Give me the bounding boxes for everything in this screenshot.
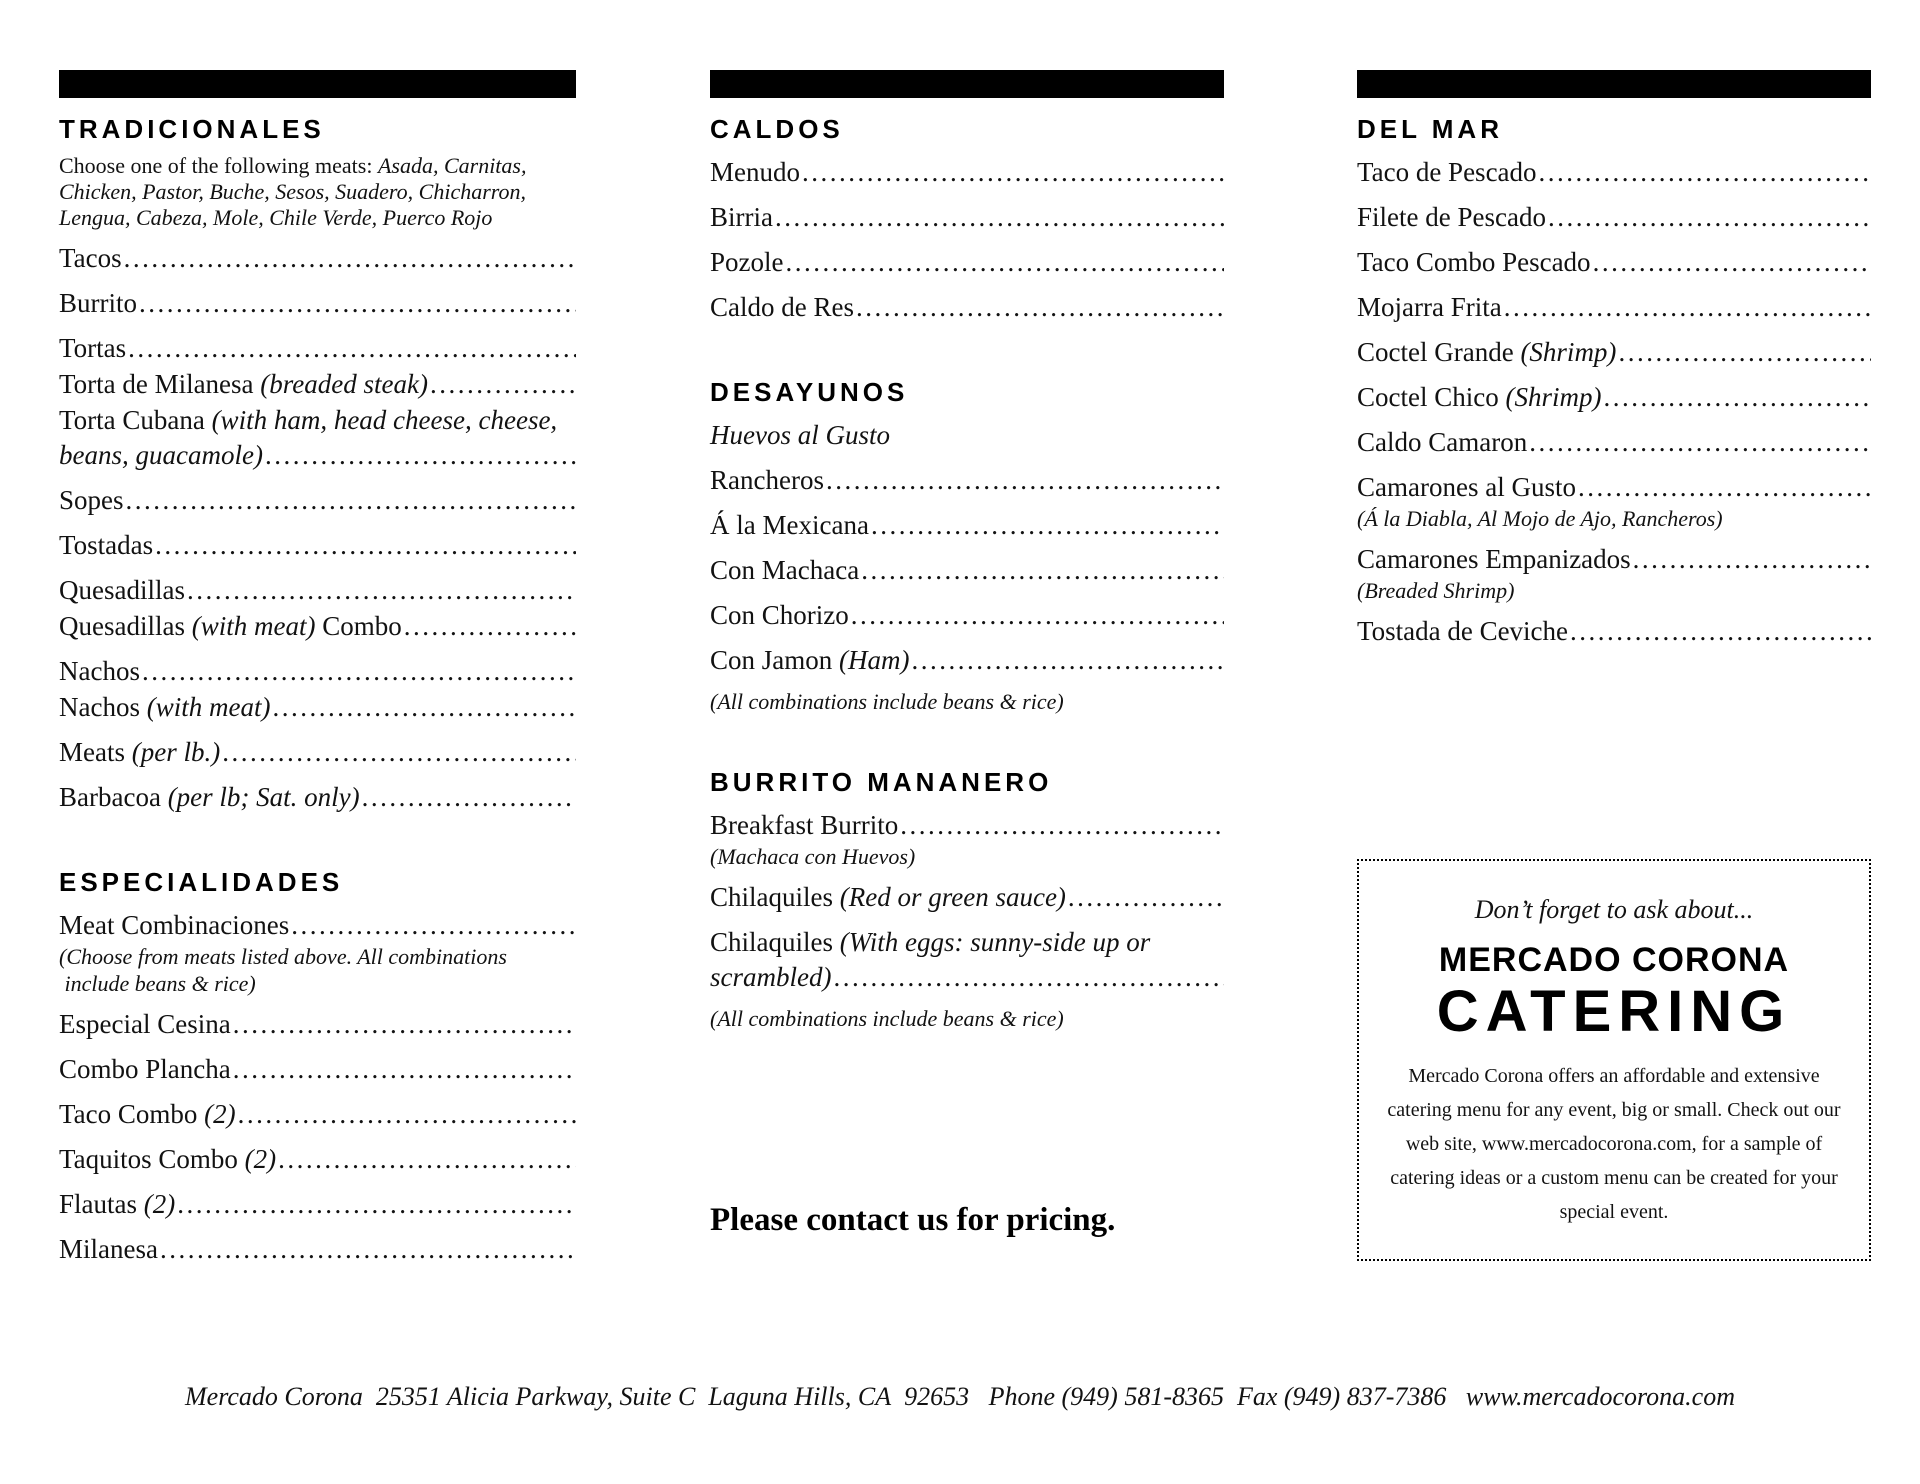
menu-item-text [710, 463, 824, 498]
menu-item-line [1357, 380, 1871, 415]
section-heading-del-mar: DEL MAR [1357, 114, 1503, 144]
text-run: Nachos [59, 692, 147, 722]
menu-item-text [59, 438, 263, 473]
menu-item-text [59, 609, 402, 644]
dot-leader [800, 155, 1224, 190]
text-run: (Red or green sauce) [839, 882, 1066, 912]
text-run: Torta de Milanesa [59, 369, 261, 399]
menu-item [59, 483, 576, 518]
text-run: Á la Mexicana [710, 510, 869, 540]
menu-item-line [710, 960, 1224, 995]
dot-leader [175, 1187, 576, 1222]
section-heading-burrito-mananero: BURRITO MANANERO [710, 767, 1053, 797]
dot-leader [1537, 155, 1871, 190]
text-run: (Shrimp) [1505, 382, 1602, 412]
menu-item-text [1357, 542, 1631, 577]
menu-item-line [59, 438, 576, 473]
menu-item-text [1357, 470, 1576, 505]
section-heading-desayunos: DESAYUNOS [710, 377, 909, 407]
menu-item-note [59, 943, 576, 970]
text-run: (All combinations include beans & rice) [710, 689, 1064, 714]
dot-leader [428, 367, 576, 402]
menu-item-text [59, 654, 140, 689]
menu-item-text [710, 843, 915, 870]
text-run: Con Machaca [710, 555, 860, 585]
menu-item [59, 1097, 576, 1132]
menu-item [710, 463, 1224, 498]
dot-leader [1601, 380, 1871, 415]
text-run: Sopes [59, 485, 124, 515]
menu-item [1357, 200, 1871, 235]
catering-tagline: Don’t forget to ask about... [1474, 895, 1754, 924]
text-run: (Breaded Shrimp) [1357, 578, 1515, 603]
menu-item [1357, 290, 1871, 325]
menu-item-text [59, 286, 137, 321]
menu-item-line [710, 553, 1224, 588]
text-run: Huevos al Gusto [710, 420, 890, 450]
text-run: Filete de Pescado [1357, 202, 1546, 232]
menu-item [710, 643, 1224, 678]
meats-intro [59, 153, 576, 231]
text-run: Milanesa [59, 1234, 158, 1264]
dot-leader [859, 553, 1224, 588]
dot-leader [158, 1232, 576, 1267]
menu-item [59, 241, 576, 276]
menu-item [59, 1142, 576, 1177]
menu-item [59, 690, 576, 725]
dot-leader [910, 643, 1225, 678]
menu-item-text [710, 155, 800, 190]
pricing-note: Please contact us for pricing. [710, 1202, 1116, 1238]
menu-item-note [59, 403, 576, 438]
menu-item-text [710, 290, 854, 325]
dot-leader [1546, 200, 1871, 235]
menu-item-line [59, 483, 576, 518]
menu-item-note [710, 688, 1224, 715]
divider-bar [710, 70, 1224, 98]
menu-item [710, 808, 1224, 870]
text-run: Con Jamon [710, 645, 840, 675]
dot-leader [849, 598, 1224, 633]
menu-item-line [710, 200, 1224, 235]
menu-item-line [1357, 155, 1871, 190]
menu-item-text [1357, 505, 1723, 532]
menu-item [59, 1232, 576, 1267]
text-run: Con Chorizo [710, 600, 849, 630]
text-run: Camarones Empanizados [1357, 544, 1631, 574]
menu-item-line [59, 241, 576, 276]
text-run: (2) [244, 1144, 277, 1174]
menu-item-line [1357, 335, 1871, 370]
menu-item-line [1357, 542, 1871, 577]
menu-item-line [59, 1232, 576, 1267]
menu-item-line [59, 1187, 576, 1222]
text-run: (per lb.) [131, 737, 221, 767]
menu-item-note [710, 843, 1224, 870]
dot-leader [263, 438, 576, 473]
text-run: Rancheros [710, 465, 824, 495]
menu-item [710, 418, 1224, 453]
menu-item-text [1357, 155, 1537, 190]
text-run: Nachos [59, 656, 140, 686]
menu-item-text [59, 1142, 276, 1177]
text-run: Meat Combinaciones [59, 910, 290, 940]
text-run: Combo Plancha [59, 1054, 231, 1084]
dot-leader [289, 908, 576, 943]
menu-item [1357, 335, 1871, 370]
dot-leader [231, 1052, 576, 1087]
dot-leader [854, 290, 1224, 325]
menu-item [710, 155, 1224, 190]
menu-item-line [710, 643, 1224, 678]
menu-item-line [59, 1007, 576, 1042]
text-run: (with meat) [146, 692, 271, 722]
menu-item-note [710, 1005, 1224, 1032]
menu-item-text [710, 1005, 1064, 1032]
dot-leader [1502, 290, 1871, 325]
menu-item-line [1357, 200, 1871, 235]
text-run: Menudo [710, 157, 800, 187]
menu-item-text [59, 1097, 236, 1132]
menu-item-text [59, 528, 153, 563]
text-run: Breakfast Burrito [710, 810, 899, 840]
dot-leader [140, 654, 576, 689]
dot-leader [185, 573, 576, 608]
text-run: Camarones al Gusto [1357, 472, 1576, 502]
menu-item-line [710, 808, 1224, 843]
menu-item-text [59, 1007, 231, 1042]
text-run: (Machaca con Huevos) [710, 844, 916, 869]
menu-item-text [59, 403, 557, 438]
text-run: Torta Cubana [59, 405, 212, 435]
item-list-especialidades [59, 908, 576, 1267]
text-run: Especial Cesina [59, 1009, 231, 1039]
menu-item-text [59, 241, 122, 276]
text-run: (Á la Diabla, Al Mojo de Ajo, Rancheros) [1357, 506, 1723, 531]
menu-item-line [59, 609, 576, 644]
column-del-mar [1357, 70, 1871, 1261]
menu-item-text [59, 690, 270, 725]
dot-leader [153, 528, 576, 563]
text-run: Barbacoa [59, 782, 168, 812]
text-run: Caldo de Res [710, 292, 854, 322]
menu-item [710, 880, 1224, 915]
text-run: Chilaquiles [710, 927, 840, 957]
menu-item [59, 1052, 576, 1087]
menu-item-text [710, 960, 831, 995]
menu-item [59, 1007, 576, 1042]
menu-item-text [710, 688, 1064, 715]
dot-leader [773, 200, 1224, 235]
text-run: (Choose from meats listed above. All combinations [59, 944, 507, 969]
menu-item [1357, 245, 1871, 280]
item-list-desayunos [710, 418, 1224, 715]
text-run: (2) [143, 1189, 176, 1219]
dot-leader [231, 1007, 576, 1042]
menu-item [1357, 155, 1871, 190]
text-run: Mojarra Frita [1357, 292, 1502, 322]
dot-leader [1591, 245, 1871, 280]
menu-item-text [59, 908, 289, 943]
menu-item-line [1357, 614, 1871, 649]
catering-callout-box [1357, 859, 1871, 1261]
menu-item [59, 528, 576, 563]
column-caldos [710, 70, 1224, 1239]
menu-item-text [59, 1187, 175, 1222]
menu-item [1357, 542, 1871, 604]
menu-item-note [710, 925, 1224, 960]
text-run: Pozole [710, 247, 784, 277]
dot-leader [236, 1097, 576, 1132]
dot-leader [270, 690, 576, 725]
text-run: (All combinations include beans & rice) [710, 1006, 1064, 1031]
menu-item [59, 609, 576, 644]
menu-item [59, 908, 576, 997]
text-run: (with ham, head cheese, cheese, [211, 405, 558, 435]
menu-item-line [710, 880, 1224, 915]
menu-item [710, 200, 1224, 235]
text-run: Meats [59, 737, 132, 767]
menu-item-text [1357, 335, 1616, 370]
menu-item-text [1357, 200, 1546, 235]
dot-leader [124, 483, 576, 518]
dot-leader [1631, 542, 1871, 577]
text-run: (with meat) [191, 611, 323, 641]
text-run: Quesadillas [59, 575, 185, 605]
text-run: Asada, Carnitas, Chicken, Pastor, Buche, Sesos, Suadero, Chicharron, Lengua, Cabeza, Mole, Chile Verde, Puerco Rojo [59, 153, 527, 230]
text-run: (2) [204, 1099, 236, 1129]
menu-item-text [59, 331, 126, 366]
dot-leader [276, 1142, 576, 1177]
text-run: beans, guacamole) [59, 440, 263, 470]
dot-leader [122, 241, 576, 276]
menu-item-line [710, 290, 1224, 325]
text-run: Burrito [59, 288, 137, 318]
menu-item-line [59, 1097, 576, 1132]
divider-bar [1357, 70, 1871, 98]
text-run: Chilaquiles [710, 882, 840, 912]
menu-item [59, 573, 576, 608]
section-heading-tradicionales: TRADICIONALES [59, 114, 325, 144]
text-run: scrambled) [710, 962, 832, 992]
text-run: Coctel Grande [1357, 337, 1521, 367]
menu-item-text [710, 880, 1066, 915]
menu-item-line [710, 245, 1224, 280]
text-run: Taquitos Combo [59, 1144, 245, 1174]
text-run: (Shrimp) [1520, 337, 1617, 367]
menu-item-text [59, 780, 360, 815]
menu-item [710, 1005, 1224, 1032]
divider-bar [59, 70, 576, 98]
footer-address-line: Mercado Corona 25351 Alicia Parkway, Suite C Laguna Hills, CA 92653 Phone (949) 581-8365 Fax (949) 837-7386 www.mercadocorona.com [185, 1382, 1735, 1411]
menu-item-text [59, 970, 256, 997]
menu-item-line [59, 690, 576, 725]
item-list-burrito-mananero [710, 808, 1224, 1032]
item-list-tradicionales [59, 241, 576, 815]
section-heading-caldos: CALDOS [710, 114, 844, 144]
menu-item-text [710, 925, 1150, 960]
item-list-del-mar [1357, 155, 1871, 649]
menu-item-line [59, 1052, 576, 1087]
menu-item-text [710, 245, 784, 280]
menu-item-line [59, 331, 576, 366]
menu-item-text [1357, 290, 1502, 325]
text-run: Choose one of the following meats: [59, 153, 378, 178]
menu-item-text [59, 943, 507, 970]
dot-leader [137, 286, 576, 321]
menu-item-text [1357, 380, 1601, 415]
text-run: Taco Combo Pescado [1357, 247, 1591, 277]
menu-item-line [59, 573, 576, 608]
menu-item [710, 925, 1224, 995]
menu-item-text [1357, 245, 1591, 280]
menu-item [1357, 380, 1871, 415]
text-run: Tacos [59, 243, 122, 273]
menu-item-line [59, 1142, 576, 1177]
menu-item-line [59, 286, 576, 321]
menu-item [59, 780, 576, 815]
text-run: Caldo Camaron [1357, 427, 1528, 457]
menu-item-note [59, 970, 576, 997]
menu-item-text [59, 573, 185, 608]
menu-item [710, 688, 1224, 715]
menu-item [710, 290, 1224, 325]
text-run: (With eggs: sunny-side up or [839, 927, 1151, 957]
text-run: include beans & rice) [59, 971, 256, 996]
menu-item-text [59, 1232, 158, 1267]
menu-item-line [710, 155, 1224, 190]
menu-item [1357, 614, 1871, 649]
menu-item-text [59, 367, 428, 402]
dot-leader [402, 609, 576, 644]
dot-leader [1568, 614, 1871, 649]
menu-item-text [710, 553, 859, 588]
menu-item-note [710, 418, 1224, 453]
menu-item [1357, 425, 1871, 460]
menu-item [59, 403, 576, 473]
menu-item [59, 735, 576, 770]
menu-item [59, 367, 576, 402]
menu-item-note [1357, 577, 1871, 604]
menu-item-line [1357, 245, 1871, 280]
text-run: Coctel Chico [1357, 382, 1506, 412]
text-run: Tortas [59, 333, 127, 363]
menu-item-text [710, 200, 773, 235]
menu-item-line [1357, 470, 1871, 505]
menu-item-line [1357, 290, 1871, 325]
dot-leader [898, 808, 1224, 843]
menu-item-line [710, 508, 1224, 543]
text-run: Birria [710, 202, 773, 232]
catering-description: Mercado Corona offers an affordable and extensive catering menu for any event, big or small. Check out our web site, www.mercadocorona.com, for a sample of catering ideas or a custom menu can be created for your special event. [1387, 1064, 1841, 1223]
catering-title: CATERING [1436, 979, 1792, 1044]
dot-leader [1066, 880, 1224, 915]
text-run: Taco de Pescado [1357, 157, 1537, 187]
dot-leader [126, 331, 576, 366]
dot-leader [1527, 425, 1871, 460]
text-run: (breaded steak) [260, 369, 428, 399]
menu-item [710, 553, 1224, 588]
menu-item [1357, 470, 1871, 532]
text-run: Flautas [59, 1189, 144, 1219]
menu-item [59, 286, 576, 321]
menu-item-line [59, 908, 576, 943]
text-run: (per lb; Sat. only) [167, 782, 360, 812]
dot-leader [1576, 470, 1871, 505]
menu-item-text [59, 1052, 231, 1087]
menu-item-text [1357, 577, 1514, 604]
menu-item [710, 598, 1224, 633]
menu-item [710, 245, 1224, 280]
menu-item [59, 654, 576, 689]
menu-item [59, 331, 576, 366]
dot-leader [831, 960, 1224, 995]
menu-item-line [59, 780, 576, 815]
text-run: Taco Combo [59, 1099, 205, 1129]
text-run: Combo [322, 611, 402, 641]
menu-item-text [1357, 614, 1568, 649]
item-list-caldos [710, 155, 1224, 325]
menu-item [710, 508, 1224, 543]
menu-item-note [1357, 505, 1871, 532]
catering-brand-name: MERCADO CORONA [1438, 941, 1790, 979]
menu-item-text [59, 483, 124, 518]
section-heading-especialidades: ESPECIALIDADES [59, 867, 344, 897]
text-run: Tostada de Ceviche [1357, 616, 1569, 646]
menu-item-line [59, 367, 576, 402]
menu-item-text [59, 735, 220, 770]
menu-item-text [710, 508, 869, 543]
menu-item-text [1357, 425, 1527, 460]
menu-item-line [710, 463, 1224, 498]
dot-leader [360, 780, 576, 815]
dot-leader [824, 463, 1224, 498]
menu-item-line [710, 598, 1224, 633]
dot-leader [220, 735, 576, 770]
menu-item-line [59, 528, 576, 563]
text-run: (Ham) [839, 645, 910, 675]
menu-item-text [710, 598, 849, 633]
dot-leader [869, 508, 1224, 543]
text-run: Quesadillas [59, 611, 192, 641]
menu-item-line [59, 735, 576, 770]
dot-leader [1616, 335, 1871, 370]
text-run: Tostadas [59, 530, 154, 560]
menu-item-line [59, 654, 576, 689]
menu-item-line [1357, 425, 1871, 460]
dot-leader [784, 245, 1225, 280]
column-tradicionales [59, 70, 576, 1267]
menu-item [59, 1187, 576, 1222]
menu-item-text [710, 418, 890, 453]
menu-item-text [710, 643, 910, 678]
menu-item-text [710, 808, 898, 843]
